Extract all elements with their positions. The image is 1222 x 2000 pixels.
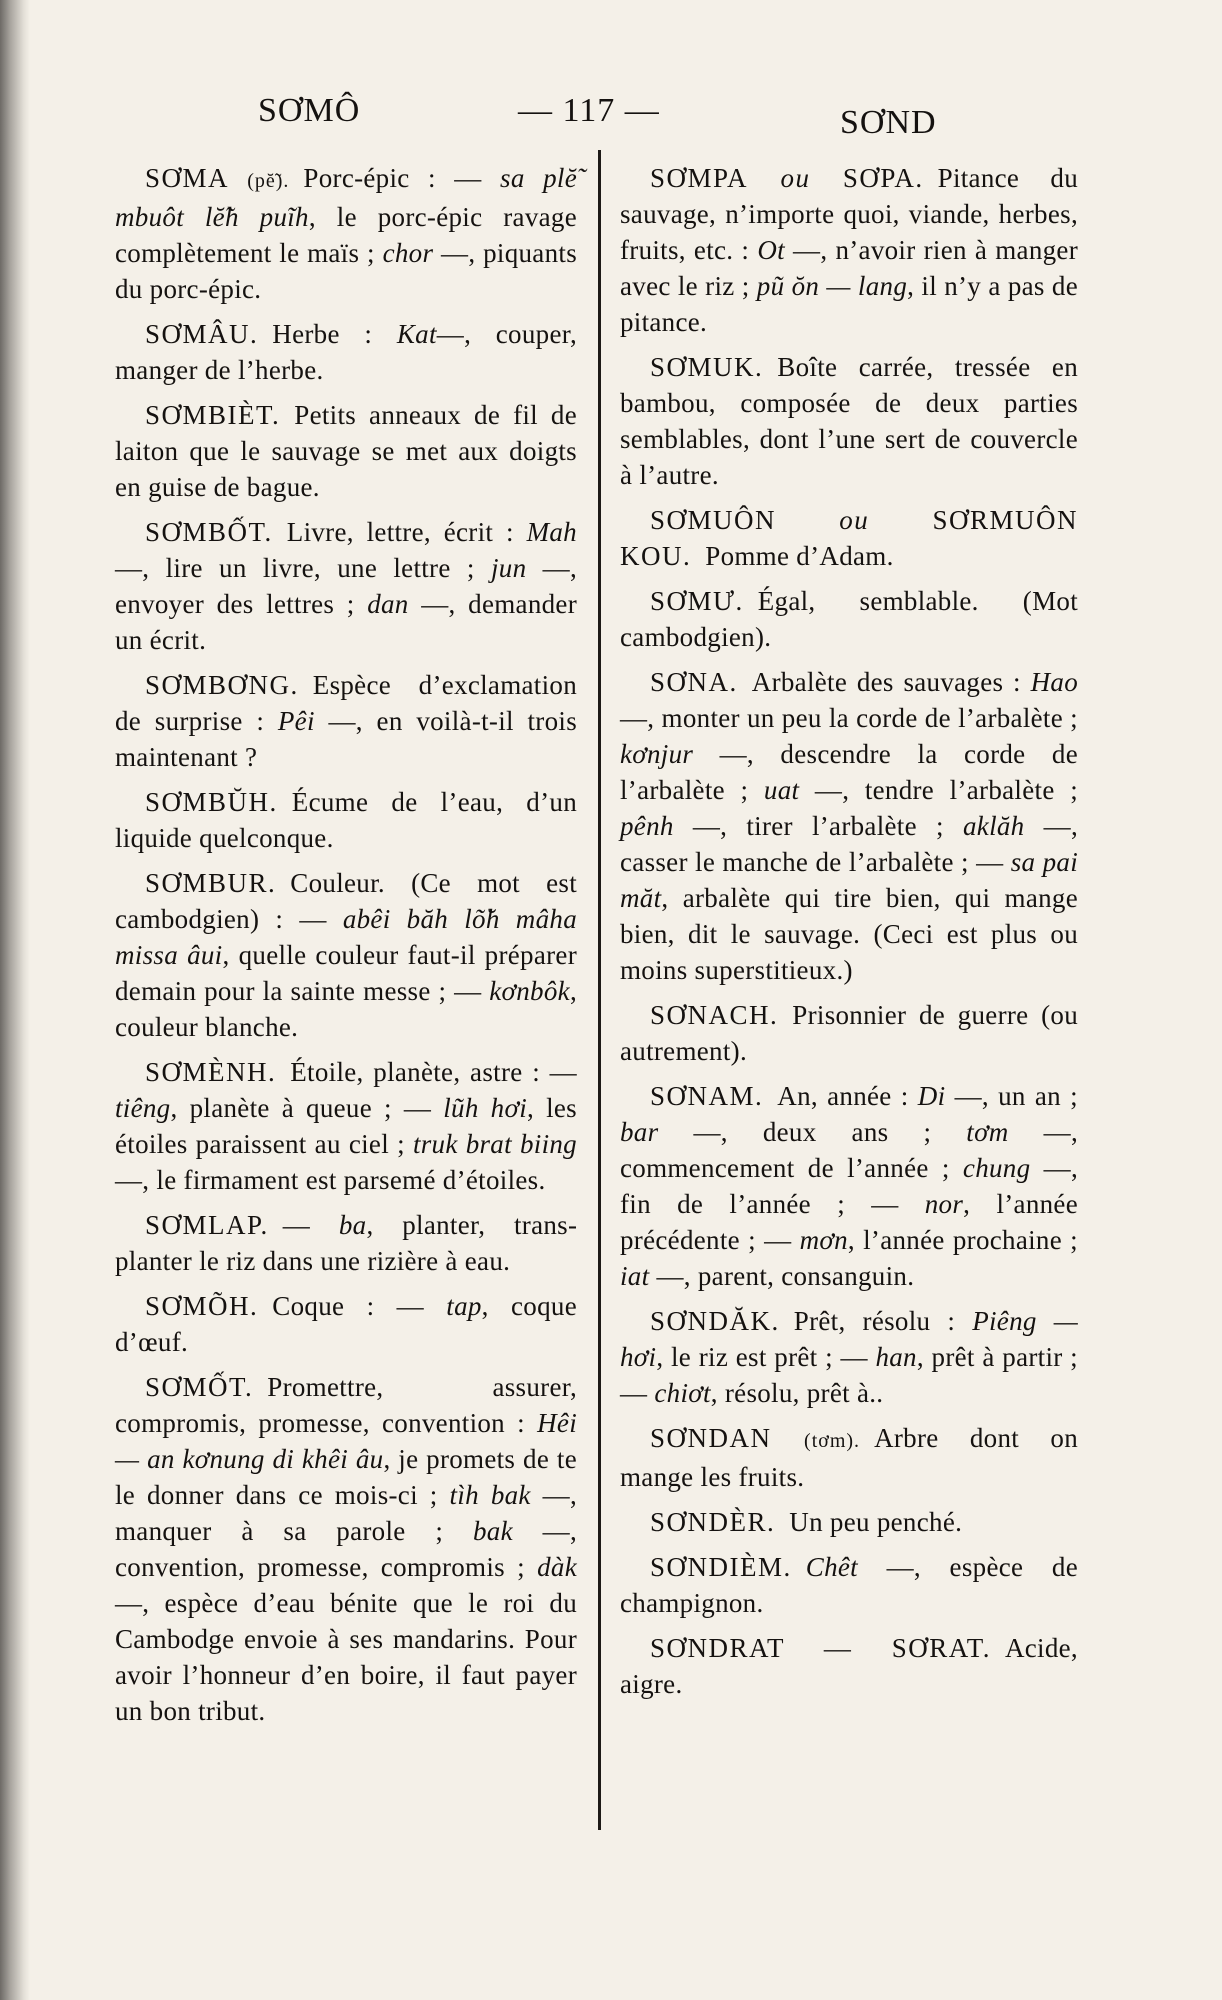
- headword: [650, 586, 744, 616]
- headword-text: SƠMƯ.: [650, 586, 744, 616]
- headword-text: SƠPA.: [842, 163, 924, 193]
- headword: [650, 1306, 780, 1336]
- headword: [650, 1081, 763, 1111]
- dictionary-entry: [115, 316, 577, 388]
- headword-text: SƠNA.: [650, 667, 738, 697]
- right-column: [620, 160, 1078, 1711]
- dictionary-entry: [115, 784, 577, 856]
- dictionary-entry: [620, 664, 1078, 988]
- definition-text: —, tendre l’arbalète ;: [799, 775, 1078, 805]
- example-phrase: uat: [763, 775, 800, 805]
- definition-text: Coque : —: [272, 1291, 447, 1321]
- example-phrase: truk brat biing: [412, 1129, 577, 1159]
- headword-text: SƠMBIÈT.: [145, 400, 281, 430]
- headword: [650, 1423, 860, 1453]
- dictionary-entry: [620, 997, 1078, 1069]
- headword: [145, 670, 299, 700]
- running-head-left: SƠMÔ: [258, 92, 361, 129]
- dictionary-entry: [620, 1078, 1078, 1294]
- headword-text: SƠMỐT.: [145, 1372, 254, 1402]
- headword: [650, 667, 738, 697]
- headword: [650, 1633, 991, 1663]
- definition-text: —, un an ;: [945, 1081, 1078, 1111]
- page-number: — 117 —: [518, 92, 660, 129]
- definition-text: , arbalète qui tire bien, qui mange bien, dit le sauvage. (Ceci est plus ou moins superstitieux.): [620, 883, 1078, 985]
- example-phrase: Chêt: [805, 1552, 858, 1582]
- definition-text: —, tirer l’arbalète ;: [673, 811, 963, 841]
- example-phrase: kơnbôk: [489, 976, 570, 1006]
- definition-text: , l’année précédente ; —: [620, 1189, 1078, 1255]
- headword-text: SƠNDRAT — SƠRAT.: [650, 1633, 991, 1663]
- dictionary-entry: [115, 514, 577, 658]
- example-phrase: abêi băh lõ̆h mâha missa âui: [115, 904, 577, 970]
- definition-text: Acide, aigre.: [620, 1633, 1078, 1699]
- example-phrase: kơnjur: [620, 739, 694, 769]
- headword: [145, 1291, 258, 1321]
- running-head-right: SƠND: [840, 104, 937, 141]
- definition-text: Couleur. (Ce mot est cambodgien) : —: [115, 868, 577, 934]
- definition-text: —: [282, 1210, 339, 1240]
- definition-text: Étoile, planète, astre : —: [290, 1057, 577, 1087]
- definition-text: —, espèce de champignon.: [620, 1552, 1078, 1618]
- definition-text: , planter, transplanter le riz dans une rizière à eau.: [115, 1210, 577, 1276]
- definition-text: Petits anneaux de fil de laiton que le sauvage se met aux doigts en guise de bague.: [115, 400, 577, 502]
- definition-text: —, commencement de l’année ;: [620, 1117, 1078, 1183]
- left-column: [115, 160, 577, 1738]
- definition-text: —, casser le manche de l’arbalète ; —: [620, 811, 1079, 877]
- column-divider: [598, 150, 601, 1830]
- dictionary-entry: [620, 583, 1078, 655]
- dictionary-entry: [620, 1630, 1078, 1702]
- definition-text: —, parent, consanguin.: [649, 1261, 915, 1291]
- definition-text: —, n’avoir rien à manger avec le riz ;: [620, 235, 1079, 301]
- definition-text: , je promets de te le donner dans ce mois-ci ;: [115, 1444, 577, 1510]
- definition-text: Espèce d’exclamation de surprise :: [115, 670, 577, 736]
- headword: [650, 1507, 775, 1537]
- definition-text: —, couper, manger de l’herbe.: [115, 319, 577, 385]
- dictionary-entry: [620, 349, 1078, 493]
- example-phrase: Pêi: [277, 706, 315, 736]
- headword-text: SƠMUK.: [650, 352, 764, 382]
- dictionary-entry: [115, 1288, 577, 1360]
- definition-text: —, demander un écrit.: [115, 589, 577, 655]
- example-phrase: Hao: [1030, 667, 1078, 697]
- headword-text: SƠNACH.: [650, 1000, 779, 1030]
- example-phrase: Di: [917, 1081, 946, 1111]
- definition-text: , l’année prochaine ;: [847, 1225, 1078, 1255]
- headword: [650, 352, 763, 382]
- definition-text: An, année :: [777, 1081, 918, 1111]
- definition-text: Arbalète des sauvages :: [751, 667, 1031, 697]
- definition-text: Herbe :: [272, 319, 397, 349]
- example-phrase: dàk: [537, 1552, 577, 1582]
- headword-text: SƠNDAN: [650, 1423, 805, 1453]
- headword: [145, 787, 278, 817]
- example-phrase: Mah: [526, 517, 577, 547]
- example-phrase: sa pai măt: [620, 847, 1078, 913]
- headword: [145, 1210, 269, 1240]
- headword-conjunction: ou: [748, 163, 843, 193]
- headword: [145, 1372, 253, 1402]
- definition-text: —, convention, promesse, compromis ;: [115, 1516, 578, 1582]
- definition-text: , le porc-épic ravage complètement le maïs ;: [115, 202, 577, 268]
- definition-text: Égal, semblable. (Mot cambodgien).: [620, 586, 1078, 652]
- headword: [650, 1000, 778, 1030]
- dictionary-entry: [115, 1054, 577, 1198]
- example-phrase: ba: [338, 1210, 367, 1240]
- definition-text: —, en voilà-t-il trois maintenant ?: [115, 706, 578, 772]
- example-phrase: Hêi — an kơnung di khêi âu: [115, 1408, 577, 1474]
- definition-text: —, espèce d’eau bénite que le roi du Cambodge envoie à ses mandarins. Pour avoir l’honneur d’en boire, il faut payer un bon tribut.: [115, 1588, 577, 1726]
- dictionary-entry: [115, 865, 577, 1045]
- definition-text: , il n’y a pas de pitance.: [620, 271, 1079, 337]
- dictionary-entry: [115, 1207, 577, 1279]
- definition-text: Livre, lettre, écrit :: [286, 517, 527, 547]
- page-edge-shadow: [0, 0, 30, 2000]
- dictionary-entry: [620, 1420, 1078, 1495]
- dictionary-entry: [620, 1303, 1078, 1411]
- headword-text: SƠNDÈR.: [650, 1507, 776, 1537]
- definition-text: —, manquer à sa parole ;: [115, 1480, 578, 1546]
- definition-text: Prisonnier de guerre (ou autrement).: [620, 1000, 1078, 1066]
- dictionary-entry: [115, 667, 577, 775]
- dictionary-entry: [620, 160, 1078, 340]
- dictionary-entry: [620, 1549, 1078, 1621]
- definition-text: Porc-épic : —: [303, 163, 501, 193]
- definition-text: Boîte carrée, tressée en bambou, composée de deux parties semblables, dont l’une sert de couvercle à l’autre.: [620, 352, 1078, 490]
- example-phrase: tap: [446, 1291, 482, 1321]
- dictionary-entry: [620, 502, 1078, 574]
- example-phrase: lũh hơi: [443, 1093, 527, 1123]
- example-phrase: tơm: [966, 1117, 1009, 1147]
- definition-text: , planète à queue ; —: [170, 1093, 444, 1123]
- definition-text: Prêt, résolu :: [793, 1306, 973, 1336]
- definition-text: , coque d’œuf.: [115, 1291, 577, 1357]
- definition-text: Arbre dont on mange les fruits.: [620, 1423, 1078, 1492]
- example-phrase: bar: [620, 1117, 659, 1147]
- headword: [145, 400, 280, 430]
- example-phrase: Kat: [396, 319, 437, 349]
- definition-text: , le riz est prêt ; —: [656, 1342, 876, 1372]
- example-phrase: bak: [472, 1516, 513, 1546]
- definition-text: —, monter un peu la corde de l’arbalète ;: [620, 703, 1078, 733]
- headword-tag: (tơm).: [804, 1430, 861, 1452]
- headword-text: SƠRMUÔN KOU.: [620, 505, 1078, 571]
- definition-text: —, le firmament est parsemé d’étoiles.: [115, 1165, 546, 1195]
- definition-text: —, envoyer des lettres ;: [115, 553, 577, 619]
- example-phrase: Ot: [757, 235, 785, 265]
- definition-text: —, lire un livre, une lettre ;: [115, 553, 491, 583]
- example-phrase: chor: [382, 238, 434, 268]
- definition-text: —, piquants du porc-épic.: [115, 238, 577, 304]
- example-phrase: aklăh: [963, 811, 1025, 841]
- headword-text: SƠMBỐT.: [145, 517, 273, 547]
- headword-text: SƠMUÔN: [650, 505, 777, 535]
- example-phrase: tìh bak: [449, 1480, 531, 1510]
- headword: [650, 163, 924, 193]
- headword-text: SƠMÂU.: [145, 319, 259, 349]
- example-phrase: Piêng — hơi: [620, 1306, 1078, 1372]
- example-phrase: chung: [962, 1153, 1031, 1183]
- definition-text: , couleur blanche.: [115, 976, 577, 1042]
- headword: [145, 868, 276, 898]
- example-phrase: han: [875, 1342, 917, 1372]
- definition-text: , quelle couleur faut-il préparer demain pour la sainte messe ; —: [115, 940, 577, 1006]
- definition-text: Pomme d’Adam.: [705, 541, 894, 571]
- headword-text: SƠNAM.: [650, 1081, 764, 1111]
- headword: [145, 517, 273, 547]
- example-phrase: nor: [924, 1189, 964, 1219]
- headword-text: SƠMBŬH.: [145, 787, 278, 817]
- dictionary-entry: [115, 160, 577, 307]
- example-phrase: iat: [620, 1261, 650, 1291]
- dictionary-entry: [115, 1369, 577, 1729]
- headword: [145, 163, 289, 193]
- headword: [145, 319, 258, 349]
- headword-text: SƠMBƠNG.: [145, 670, 299, 700]
- example-phrase: pũ ŏn — lang: [756, 271, 908, 301]
- headword: [650, 1552, 792, 1582]
- example-phrase: mơn: [799, 1225, 848, 1255]
- headword-tag: (pĕ̃).: [247, 170, 290, 192]
- definition-text: Pitance du sauvage, n’importe quoi, viande, herbes, fruits, etc. :: [620, 163, 1078, 265]
- dictionary-entry: [620, 1504, 1078, 1540]
- definition-text: Promettre, assurer, compromis, promesse, convention :: [115, 1372, 577, 1438]
- example-phrase: sa plĕ̃ mbuôt lĕ̃h puĩh: [115, 163, 578, 232]
- headword-text: SƠMPA: [650, 163, 749, 193]
- example-phrase: dan: [367, 589, 409, 619]
- definition-text: Un peu penché.: [789, 1507, 963, 1537]
- definition-text: —, deux ans ;: [658, 1117, 967, 1147]
- headword-conjunction: ou: [776, 505, 933, 535]
- dictionary-entry: [115, 397, 577, 505]
- headword-text: SƠMÕH.: [145, 1291, 259, 1321]
- headword-text: SƠMLAP.: [145, 1210, 269, 1240]
- headword-text: SƠNDIÈM.: [650, 1552, 792, 1582]
- headword-text: SƠMÈNH.: [145, 1057, 277, 1087]
- headword-text: SƠMBUR.: [145, 868, 277, 898]
- headword-text: SƠNDĂK.: [650, 1306, 780, 1336]
- headword: [145, 1057, 276, 1087]
- definition-text: —, fin de l’année ; —: [620, 1153, 1078, 1219]
- example-phrase: pênh: [620, 811, 674, 841]
- example-phrase: tiêng: [115, 1093, 171, 1123]
- definition-text: Écume de l’eau, d’un liquide quelconque.: [115, 787, 577, 853]
- definition-text: , prêt à partir ; —: [620, 1342, 1078, 1408]
- example-phrase: jun: [490, 553, 527, 583]
- headword-text: SƠMA: [145, 163, 248, 193]
- definition-text: , résolu, prêt à..: [710, 1378, 884, 1408]
- definition-text: , les étoiles paraissent au ciel ;: [115, 1093, 577, 1159]
- example-phrase: chiơt: [654, 1378, 711, 1408]
- definition-text: —, descendre la corde de l’arbalète ;: [620, 739, 1078, 805]
